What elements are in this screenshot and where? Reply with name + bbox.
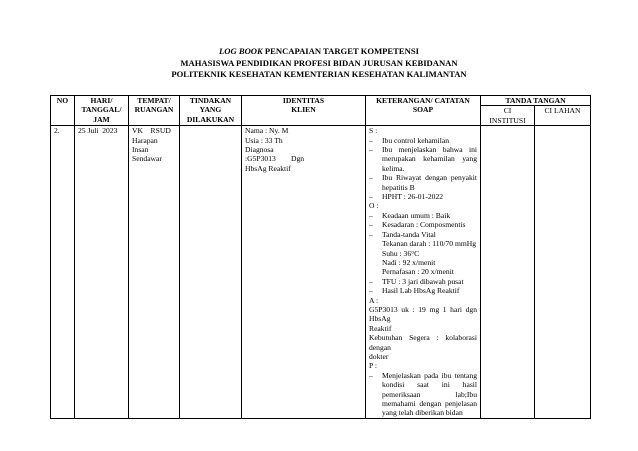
vital-sign: Suhu : 36°C xyxy=(382,248,420,258)
dash-bullet-icon: – xyxy=(369,370,373,380)
dash-bullet-icon: – xyxy=(369,210,373,220)
vital-sign: Pernafasan : 20 x/menit xyxy=(382,267,454,277)
soap-o-item: – TFU : 3 jari dibawah pusat xyxy=(369,276,464,286)
table-row xyxy=(51,126,591,419)
soap-s-label: S : xyxy=(369,126,378,136)
dash-bullet-icon: – xyxy=(369,192,373,202)
soap-a-text: dokter xyxy=(369,351,389,361)
col-hari-line: TANGGAL/ xyxy=(81,105,122,115)
tempat-line: Sendawar xyxy=(132,154,162,164)
tempat-line: VK RSUD xyxy=(132,126,171,136)
identitas-line: Usia : 33 Th xyxy=(245,135,283,145)
col-ci-institusi-line: INSTITUSI xyxy=(489,115,526,125)
col-tanda-tangan-header: TANDA TANGAN xyxy=(481,96,591,106)
cell-ci-institusi xyxy=(481,126,535,419)
cell-identitas xyxy=(242,126,366,419)
col-identitas-header xyxy=(242,96,366,126)
dash-bullet-icon: – xyxy=(369,135,373,145)
soap-s-item: – Ibu control kehamilan xyxy=(369,135,450,145)
identitas-line: :G5P3013 Dgn xyxy=(245,154,305,164)
col-hari-line: HARI/ xyxy=(90,96,113,105)
soap-o-item: – Kesadaran : Composmentis xyxy=(369,220,466,230)
soap-p-item: – Menjelaskan pada ibu tentang kondisi saat ini hasil pemeriksaan lab;Ibu memahami dengan penjelasan yang telah diberikan bidan xyxy=(369,370,477,418)
soap-o-label: O : xyxy=(369,201,379,211)
col-tempat-line: RUANGAN xyxy=(134,105,174,115)
logbook-table xyxy=(50,95,591,419)
cell-ci-lahan xyxy=(535,126,591,419)
dash-bullet-icon: – xyxy=(369,229,373,239)
identitas-line: Diagnosa xyxy=(245,145,274,155)
soap-o-item: – Tanda-tanda Vital xyxy=(369,229,436,239)
col-ci-lahan-header: CI LAHAN xyxy=(535,106,591,126)
soap-o-item: – Hasil Lab HbsAg Reaktif xyxy=(369,286,460,296)
vital-sign: Nadi : 92 x/menit xyxy=(382,257,436,267)
soap-a-text: G5P3013 uk : 19 mg 1 hari dgn HbsAg xyxy=(369,304,477,324)
cell-soap xyxy=(366,126,481,419)
col-ci-institusi-header xyxy=(481,106,535,126)
soap-s-item: – Ibu menjelaskan bahwa ini merupakan kehamilan yang kelima. xyxy=(369,145,477,173)
dash-bullet-icon: – xyxy=(369,173,373,183)
identitas-line: HbsAg Reaktif xyxy=(245,163,291,173)
header-title-rest: PENCAPAIAN TARGET KOMPETENSI xyxy=(262,46,419,56)
col-ci-institusi-line: CI xyxy=(503,106,512,116)
tempat-line: Insan xyxy=(132,145,149,155)
dash-bullet-icon: – xyxy=(369,286,373,296)
dash-bullet-icon: – xyxy=(369,145,373,155)
col-keterangan-header: KETERANGAN/ CATATAN SOAP xyxy=(366,96,481,126)
col-no-header: NO xyxy=(51,96,75,126)
header-title-italic: LOG BOOK xyxy=(219,46,263,56)
col-tindakan-line: DILAKUKAN xyxy=(186,114,235,124)
soap-a-label: A : xyxy=(369,295,379,305)
soap-s-item: – Ibu Riwayat dengan penyakit hepatitis B xyxy=(369,173,477,192)
soap-a-text: Kebutuhan Segera : kolaborasi dengan xyxy=(369,333,477,352)
col-identitas-line: KLIEN xyxy=(291,105,316,115)
tempat-line: Harapan xyxy=(132,135,158,145)
document-header xyxy=(0,46,638,81)
cell-no: 2. xyxy=(51,126,75,419)
col-tindakan-line: TINDAKAN xyxy=(189,96,232,105)
header-title xyxy=(0,46,638,58)
cell-tanggal: 25 Juli 2023 xyxy=(75,126,129,419)
dash-bullet-icon: – xyxy=(369,276,373,286)
col-identitas-line: IDENTITAS xyxy=(282,96,325,105)
cell-tempat xyxy=(129,126,180,419)
soap-o-item: – Keadaan umum : Baik xyxy=(369,210,451,220)
col-tempat-header xyxy=(129,96,180,126)
col-hari-line: JAM xyxy=(93,114,110,124)
col-tindakan-line: YANG xyxy=(199,105,222,115)
header-row xyxy=(51,96,591,106)
soap-a-text: Reaktif xyxy=(369,323,392,333)
identitas-line: Nama : Ny. M xyxy=(245,126,289,136)
header-subtitle-1: MAHASISWA PENDIDIKAN PROFESI BIDAN JURUSAN KEBIDANAN xyxy=(180,57,458,68)
col-tindakan-header xyxy=(180,96,242,126)
cell-tindakan xyxy=(180,126,242,419)
soap-s-item: – HPHT : 26-01-2022 xyxy=(369,192,444,202)
soap-p-label: P : xyxy=(369,361,377,371)
vital-sign: Tekanan darah : 110/70 mmHg xyxy=(382,239,477,249)
col-hari-header xyxy=(75,96,129,126)
dash-bullet-icon: – xyxy=(369,220,373,230)
col-tempat-line: TEMPAT/ xyxy=(137,96,171,105)
header-subtitle-2: POLITEKNIK KESEHATAN KEMENTERIAN KESEHATAN KALIMANTAN xyxy=(171,69,467,79)
